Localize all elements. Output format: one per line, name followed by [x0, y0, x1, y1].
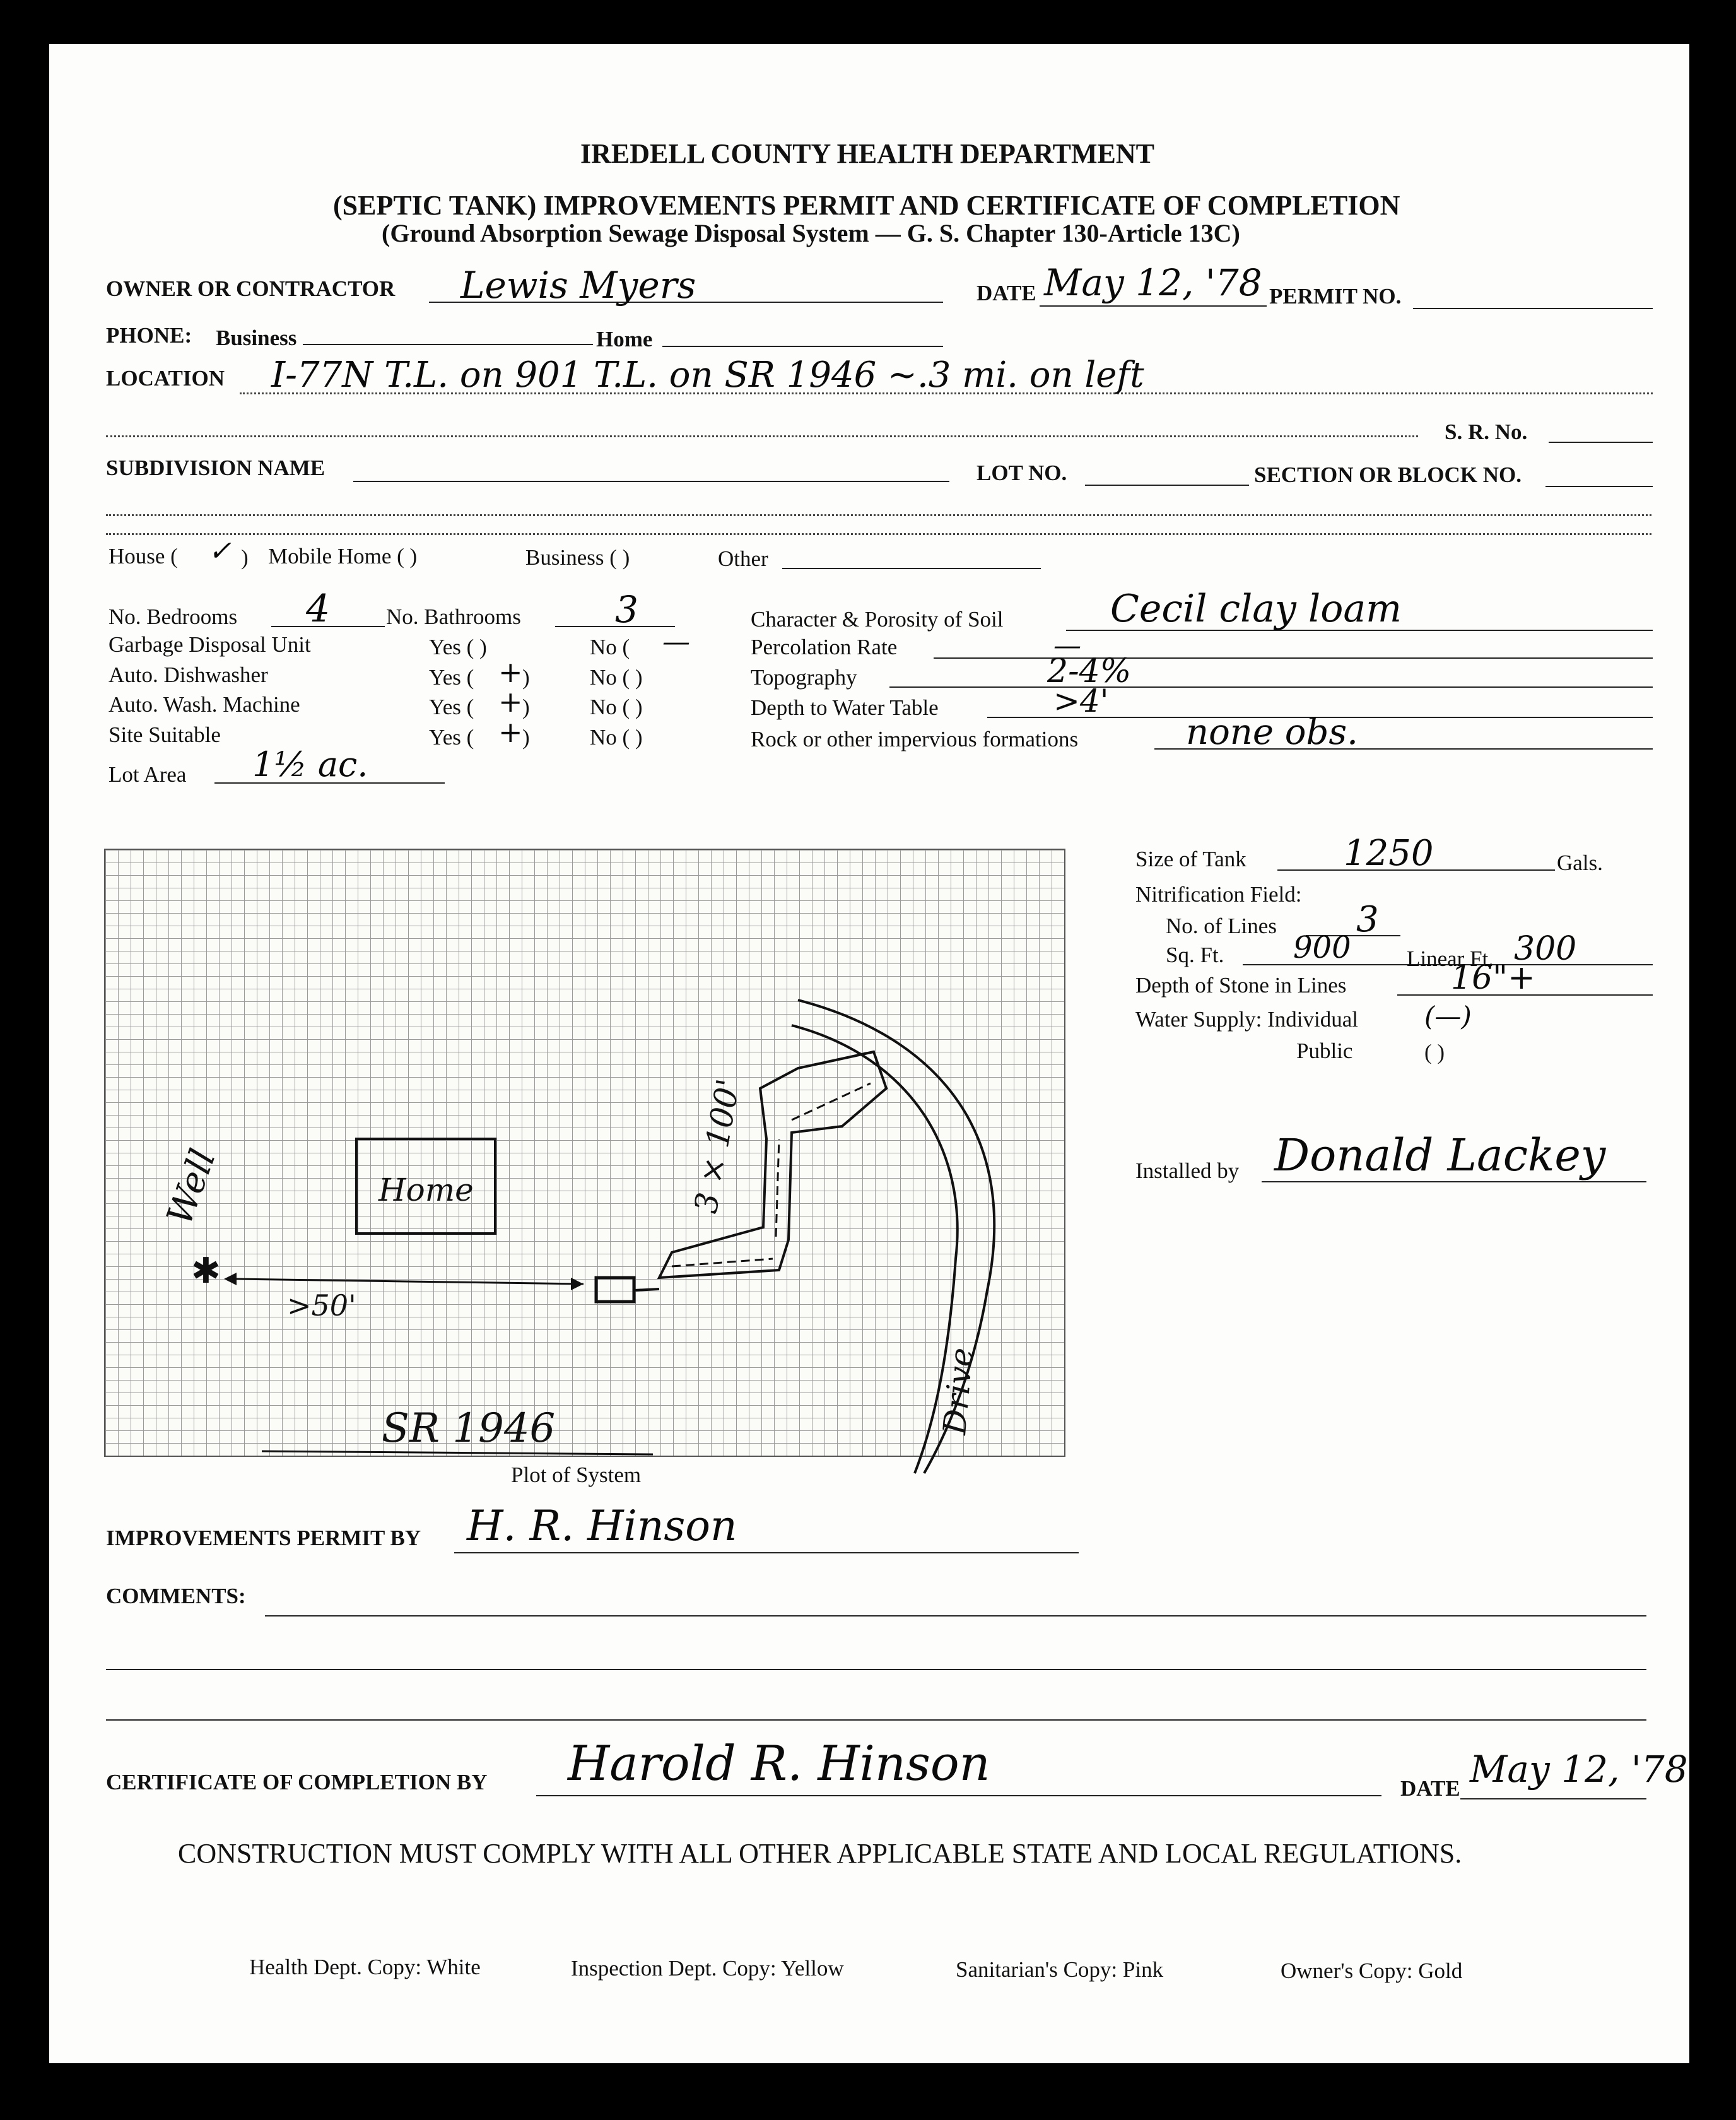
well-label: Well [159, 1143, 224, 1230]
form-title: (SEPTIC TANK) IMPROVEMENTS PERMIT AND CERTIFICATE OF COMPLETION [333, 190, 1400, 221]
installed-by-label: Installed by [1135, 1158, 1240, 1183]
washer-mark: + [498, 685, 523, 719]
certificate-date-label: DATE [1400, 1776, 1460, 1801]
plot-caption: Plot of System [511, 1463, 642, 1487]
compliance-notice: CONSTRUCTION MUST COMPLY WITH ALL OTHER APPLICABLE STATE AND LOCAL REGULATIONS. [178, 1838, 1462, 1869]
bedrooms-label: No. Bedrooms [108, 604, 238, 629]
road-label: SR 1946 [382, 1405, 556, 1452]
bathrooms-value: 3 [615, 588, 638, 631]
copy-sanitarian: Sanitarian's Copy: Pink [956, 1957, 1164, 1982]
business-option[interactable]: Business ( ) [525, 545, 630, 570]
dishwasher-yes[interactable]: Yes ( [429, 665, 474, 690]
installed-by-value: Donald Lackey [1274, 1129, 1606, 1181]
sr-no-label: S. R. No. [1445, 420, 1528, 444]
nitrification-label: Nitrification Field: [1135, 882, 1302, 907]
plot-sketch [104, 849, 1063, 1480]
soil-value: Cecil clay loam [1110, 587, 1402, 631]
well-icon: ✱ [191, 1251, 221, 1292]
bathrooms-label: No. Bathrooms [386, 604, 521, 629]
tank-size-label: Size of Tank [1135, 847, 1246, 871]
rock-label: Rock or other impervious formations [751, 727, 1079, 751]
water-individual-mark[interactable]: (—) [1424, 1001, 1472, 1032]
lines-annotation: 3 × 100' [687, 1076, 748, 1216]
house-close-paren: ) [241, 545, 249, 570]
washer-label: Auto. Wash. Machine [108, 692, 300, 717]
form-subtitle: (Ground Absorption Sewage Disposal System — G. S. Chapter 130-Article 13C) [382, 219, 1240, 247]
site-yes-close: ) [522, 725, 530, 750]
lot-no-label: LOT NO. [976, 461, 1067, 485]
improvements-permit-label: IMPROVEMENTS PERMIT BY [106, 1526, 421, 1550]
dishwasher-mark: + [498, 655, 523, 689]
home-label: Home [378, 1172, 474, 1208]
linear-value: 300 [1514, 930, 1577, 968]
comments-label: COMMENTS: [106, 1584, 246, 1608]
topography-label: Topography [751, 665, 857, 690]
date-value: May 12, '78 [1044, 261, 1262, 304]
dishwasher-yes-close: ) [522, 665, 530, 690]
bedrooms-value: 4 [306, 587, 331, 631]
perc-rate-value: — [1053, 630, 1081, 662]
permit-no-label: PERMIT NO. [1269, 284, 1402, 309]
tank-box [596, 1278, 634, 1302]
arrow-head-icon [571, 1278, 584, 1290]
copy-inspection: Inspection Dept. Copy: Yellow [571, 1956, 844, 1981]
garbage-no[interactable]: No ( [590, 635, 630, 659]
sqft-value: 900 [1293, 930, 1351, 965]
water-supply-label: Water Supply: Individual [1135, 1007, 1358, 1032]
owner-label: OWNER OR CONTRACTOR [106, 276, 396, 301]
site-mark: + [498, 715, 523, 749]
house-option[interactable]: House ( [108, 544, 178, 568]
phone-label: PHONE: [106, 323, 192, 348]
copy-health: Health Dept. Copy: White [249, 1955, 481, 1979]
stone-depth-label: Depth of Stone in Lines [1135, 973, 1347, 998]
linear-label: Linear Ft. [1407, 946, 1494, 971]
site-label: Site Suitable [108, 722, 221, 747]
drive-inner [792, 1025, 958, 1473]
house-checkmark: ✓ [208, 535, 232, 567]
dishwasher-label: Auto. Dishwasher [108, 662, 268, 687]
water-table-label: Depth to Water Table [751, 695, 939, 720]
copy-owner: Owner's Copy: Gold [1281, 1958, 1463, 1983]
rock-value: none obs. [1186, 712, 1358, 753]
lot-area-value: 1½ ac. [252, 745, 368, 784]
location-label: LOCATION [106, 366, 225, 391]
mobile-home-option[interactable]: Mobile Home ( ) [268, 544, 418, 568]
distance-label: >50' [287, 1288, 356, 1322]
public-checkbox[interactable]: ( ) [1424, 1040, 1445, 1064]
water-table-value: >4' [1053, 683, 1109, 719]
lines-value: 3 [1356, 899, 1379, 940]
distance-arrow [233, 1279, 584, 1284]
section-block-label: SECTION OR BLOCK NO. [1254, 462, 1522, 487]
tank-size-value: 1250 [1344, 833, 1434, 874]
garbage-yes[interactable]: Yes ( ) [429, 635, 487, 659]
subdivision-label: SUBDIVISION NAME [106, 456, 326, 480]
drive-label: Drive [936, 1346, 980, 1437]
date-label: DATE [976, 281, 1036, 305]
soil-label: Character & Porosity of Soil [751, 607, 1004, 632]
washer-no[interactable]: No ( ) [590, 695, 643, 719]
phone-home-label: Home [596, 327, 653, 351]
phone-business-label: Business [216, 326, 297, 350]
owner-value: Lewis Myers [460, 264, 696, 307]
certificate-date-value: May 12, '78 [1470, 1748, 1688, 1791]
gals-label: Gals. [1557, 851, 1603, 875]
department-title: IREDELL COUNTY HEALTH DEPARTMENT [580, 138, 1154, 169]
certificate-signature: Harold R. Hinson [568, 1735, 990, 1791]
arrow-tail-icon [224, 1273, 237, 1285]
dishwasher-no[interactable]: No ( ) [590, 665, 643, 690]
location-value: I-77N T.L. on 901 T.L. on SR 1946 ~.3 mi. on left [271, 355, 1144, 396]
site-no[interactable]: No ( ) [590, 725, 643, 750]
topography-value: 2-4% [1047, 652, 1132, 690]
washer-yes[interactable]: Yes ( [429, 695, 474, 719]
garbage-mark: — [662, 626, 690, 658]
site-yes[interactable]: Yes ( [429, 725, 474, 750]
lot-area-label: Lot Area [108, 762, 187, 787]
improvements-permit-signature: H. R. Hinson [467, 1502, 737, 1550]
perc-rate-label: Percolation Rate [751, 635, 898, 659]
garbage-label: Garbage Disposal Unit [108, 632, 311, 657]
public-label: Public [1296, 1039, 1353, 1063]
other-label: Other [718, 546, 768, 571]
nitrification-field [659, 1052, 886, 1278]
certificate-label: CERTIFICATE OF COMPLETION BY [106, 1770, 488, 1794]
sqft-label: Sq. Ft. [1166, 943, 1224, 967]
lines-label: No. of Lines [1166, 914, 1277, 938]
washer-yes-close: ) [522, 695, 530, 719]
stone-depth-value: 16"+ [1451, 959, 1535, 997]
